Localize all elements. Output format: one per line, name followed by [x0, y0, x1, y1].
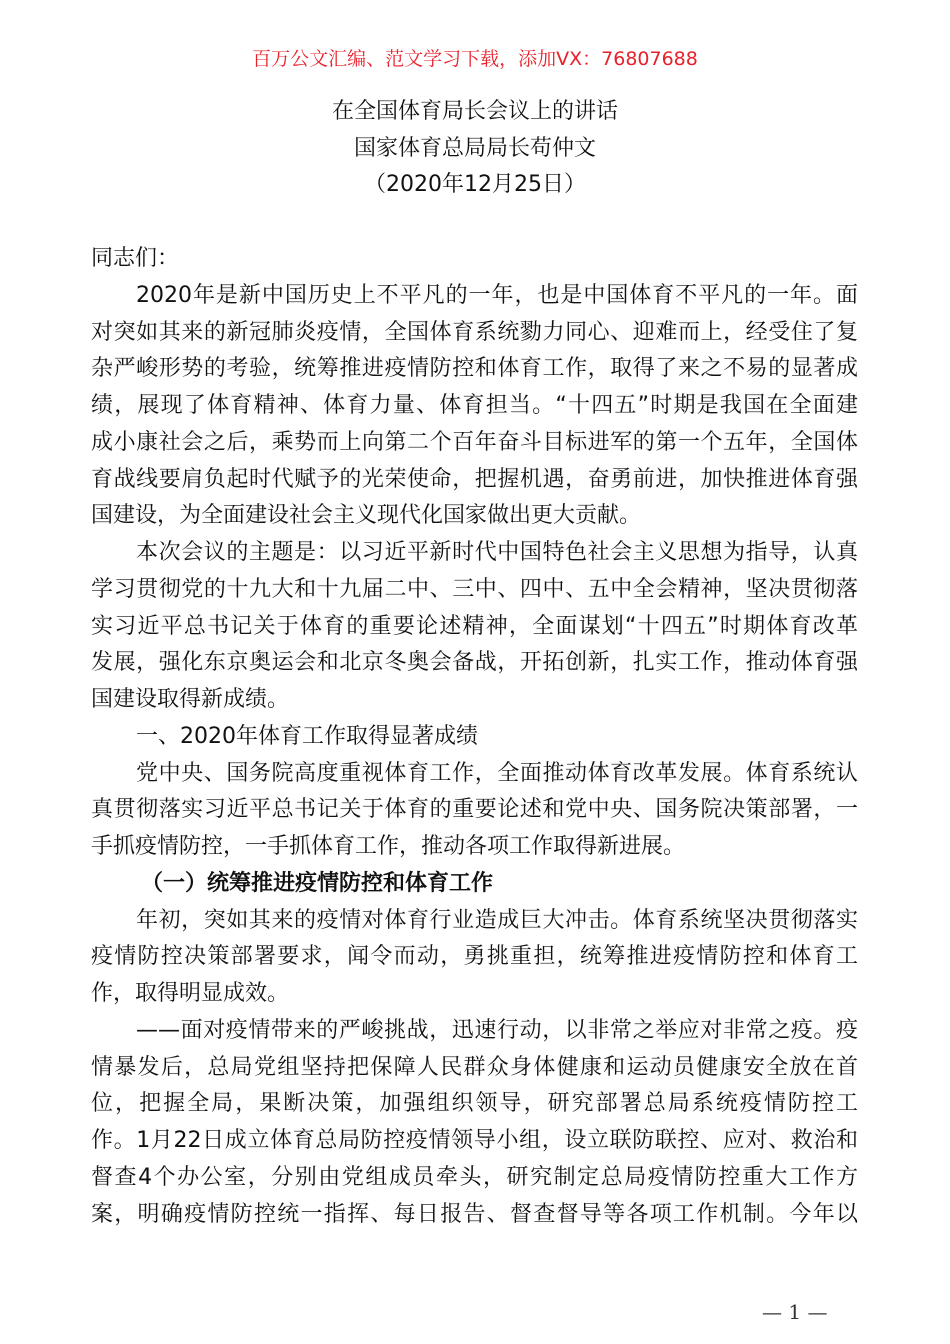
text-line: 绩，展现了体育精神、体育力量、体育担当。“十四五”时期是我国在全面建	[91, 393, 858, 418]
paragraph	[91, 903, 858, 1013]
text-line: ——面对疫情带来的严峻挑战，迅速行动，以非常之举应对非常之疫。疫	[136, 1017, 858, 1043]
text-line: 国建设取得新成绩。	[91, 687, 290, 712]
page-number: — 1 —	[762, 1300, 828, 1324]
text-line: 督查4个办公室，分别由党组成员牵头，研究制定总局疫情防控重大工作方	[91, 1164, 858, 1190]
text-line: 位，把握全局，果断决策，加强组织领导，研究部署总局系统疫情防控工	[91, 1091, 858, 1117]
paragraph	[91, 756, 858, 866]
document-date: （2020年12月25日）	[364, 172, 586, 197]
text-line: 情暴发后，总局党组坚持把保障人民群众身体健康和运动员健康安全放在首	[91, 1054, 858, 1080]
text-line: （一）统筹推进疫情防控和体育工作	[141, 870, 494, 896]
document-author: 国家体育总局局长苟仲文	[353, 136, 596, 161]
text-line: 育战线要肩负起时代赋予的光荣使命，把握机遇，奋勇前进，加快推进体育强	[91, 466, 858, 492]
text-line: 学习贯彻党的十九大和十九届二中、三中、四中、五中全会精神，坚决贯彻落	[91, 576, 858, 602]
document-body	[91, 241, 858, 1233]
text-line: 党中央、国务院高度重视体育工作，全面推动体育改革发展。体育系统认	[136, 760, 858, 786]
paragraph	[91, 535, 858, 719]
text-line: 发展，强化东京奥运会和北京冬奥会备战，开拓创新，扎实工作，推动体育强	[91, 650, 858, 676]
text-line: 对突如其来的新冠肺炎疫情，全国体育系统勠力同心、迎难而上，经受住了复	[91, 319, 858, 345]
subsection-heading	[91, 866, 858, 903]
salutation: 同志们：	[91, 246, 180, 271]
text-line: 本次会议的主题是：以习近平新时代中国特色社会主义思想为指导，认真	[136, 540, 858, 565]
text-line: 实习近平总书记关于体育的重要论述精神，全面谋划“十四五”时期体育改革	[91, 613, 858, 639]
text-line: 疫情防控决策部署要求，闻令而动，勇挑重担，统筹推进疫情防控和体育工	[91, 944, 858, 970]
text-line: 国建设，为全面建设社会主义现代化国家做出更大贡献。	[91, 503, 642, 529]
text-line: 作。1月22日成立体育总局防控疫情领导小组，设立联防联控、应对、救治和	[91, 1128, 858, 1153]
text-line: 一、2020年体育工作取得显著成绩	[136, 723, 478, 749]
text-line: 年初，突如其来的疫情对体育行业造成巨大冲击。体育系统坚决贯彻落实	[136, 907, 858, 933]
text-line: 成小康社会之后，乘势而上向第二个百年奋斗目标进军的第一个五年，全国体	[91, 429, 858, 455]
text-line: 作，取得明显成效。	[91, 981, 290, 1006]
paragraph	[91, 1013, 858, 1234]
text-line: 2020年是新中国历史上不平凡的一年，也是中国体育不平凡的一年。面	[136, 282, 858, 308]
text-line: 真贯彻落实习近平总书记关于体育的重要论述和党中央、国务院决策部署，一	[91, 797, 858, 823]
text-line: 案，明确疫情防控统一指挥、每日报告、督查督导等各项工作机制。今年以	[91, 1201, 858, 1227]
paragraph	[91, 278, 858, 535]
watermark-banner: 百万公文汇编、范文学习下载，添加VX：76807688	[252, 48, 698, 70]
text-line: 杂严峻形势的考验，统筹推进疫情防控和体育工作，取得了来之不易的显著成	[91, 356, 858, 382]
document-title: 在全国体育局长会议上的讲话	[331, 99, 618, 124]
text-line: 手抓疫情防控，一手抓体育工作，推动各项工作取得新进展。	[91, 834, 686, 859]
section-heading	[91, 719, 858, 756]
